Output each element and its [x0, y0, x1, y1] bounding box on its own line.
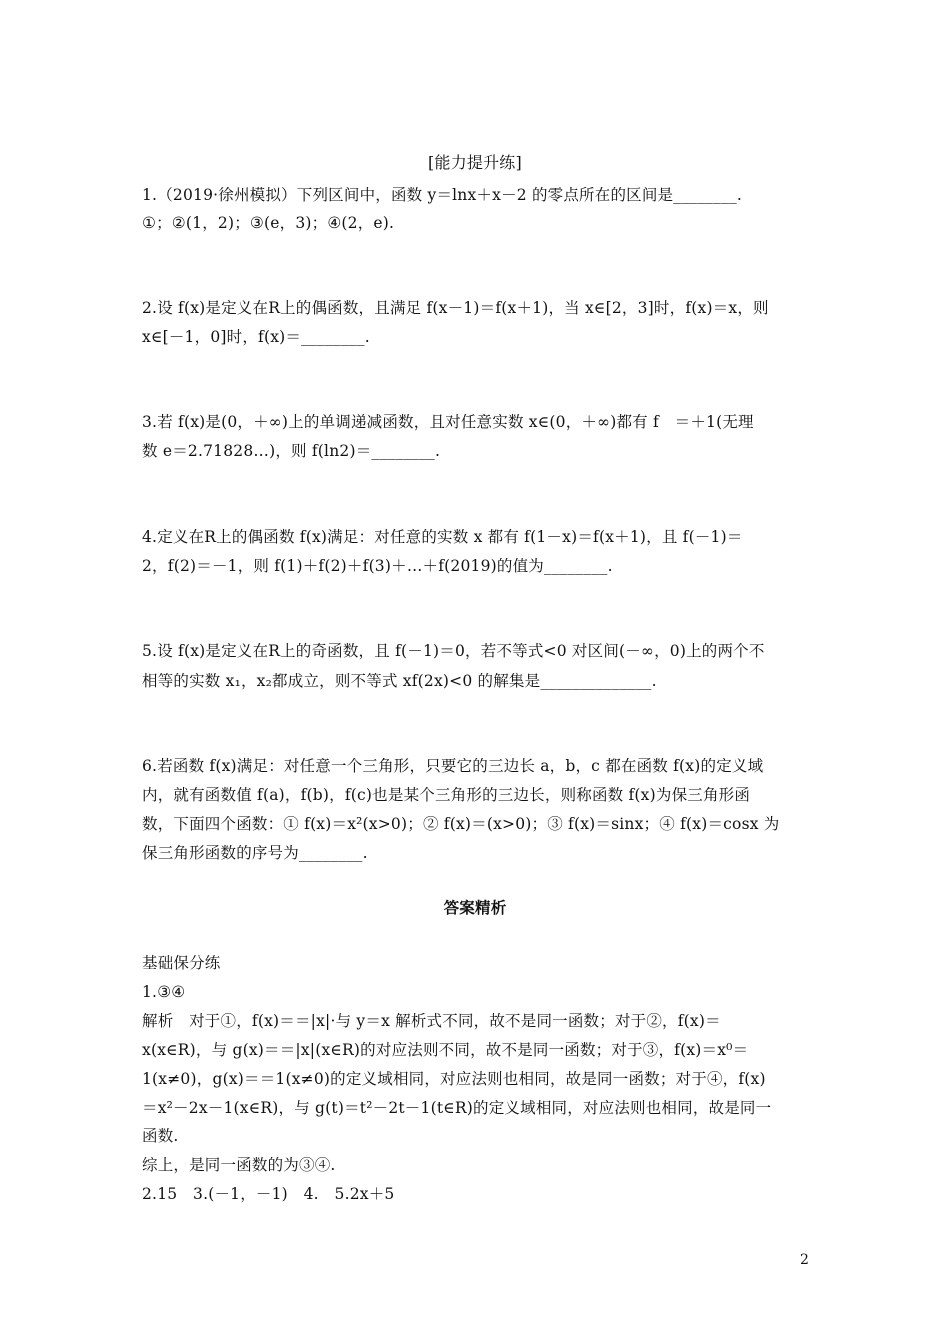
problem-6-line-3: 数，下面四个函数：① f(x)＝x²(x>0)；② f(x)＝(x>0)；③ f(x)＝sinx；④ f(x)＝cosx 为 — [142, 815, 780, 833]
problem-6-line-2: 内，就有函数值 f(a)，f(b)，f(c)也是某个三角形的三边长，则称函数 f(x)为保三角形函 — [142, 786, 751, 804]
answer-1-head: 1.③④ — [142, 983, 186, 1001]
problem-1-line-2: ①；②(1，2)；③(e，3)；④(2，e). — [142, 214, 395, 232]
answer-1-line-4: ＝x²－2x－1(x∈R)，与 g(t)＝t²－2t－1(t∈R)的定义域相同，对应法则也相同，故是同一 — [142, 1099, 772, 1117]
answers-subtitle: 基础保分练 — [142, 954, 221, 972]
answer-1-line-1: 解析 对于①，f(x)＝＝|x|·与 y＝x 解析式不同，故不是同一函数；对于②，f(x)＝ — [142, 1012, 721, 1030]
problem-6-line-1: 6.若函数 f(x)满足：对任意一个三角形，只要它的三边长 a，b，c 都在函数 f(x)的定义域 — [142, 757, 764, 775]
answers-rest: 2.15 3.(－1，－1) 4. 5.2x＋5 — [142, 1185, 395, 1203]
problem-3-line-2: 数 e＝2.71828…)，则 f(ln2)＝________. — [142, 442, 441, 460]
answers-title: 答案精析 — [443, 899, 507, 917]
answer-1-line-2: x(x∈R)，与 g(x)＝＝|x|(x∈R)的对应法则不同，故不是同一函数；对于③，f(x)＝x⁰＝ — [142, 1041, 749, 1059]
problem-4-line-2: 2，f(2)＝－1，则 f(1)＋f(2)＋f(3)＋…＋f(2019)的值为________. — [142, 557, 613, 575]
problem-1-line-1: 1.（2019·徐州模拟）下列区间中，函数 y＝lnx＋x－2 的零点所在的区间是________. — [142, 186, 742, 204]
problem-4-line-1: 4.定义在R上的偶函数 f(x)满足：对任意的实数 x 都有 f(1－x)＝f(x＋1)，且 f(－1)＝ — [142, 528, 743, 546]
answer-1-line-3: 1(x≠0)，g(x)＝＝1(x≠0)的定义域相同，对应法则也相同，故是同一函数；对于④，f(x) — [142, 1070, 766, 1088]
problem-5-line-1: 5.设 f(x)是定义在R上的奇函数，且 f(－1)＝0，若不等式<0 对区间(－∞，0)上的两个不 — [142, 642, 765, 660]
answer-1-line-5: 函数. — [142, 1127, 179, 1145]
answer-1-line-6: 综上，是同一函数的为③④. — [142, 1156, 336, 1174]
problem-2-line-1: 2.设 f(x)是定义在R上的偶函数，且满足 f(x－1)＝f(x＋1)，当 x∈[2，3]时，f(x)＝x，则 — [142, 299, 769, 317]
problem-6-line-4: 保三角形函数的序号为________. — [142, 844, 368, 862]
problem-5-line-2: 相等的实数 x₁，x₂都成立，则不等式 xf(2x)<0 的解集是______________. — [142, 672, 657, 690]
problem-2-line-2: x∈[－1，0]时，f(x)＝________. — [142, 328, 370, 346]
page-number: 2 — [800, 1252, 809, 1268]
section-title: [能力提升练] — [428, 153, 522, 172]
problem-3-line-1: 3.若 f(x)是(0，＋∞)上的单调递减函数，且对任意实数 x∈(0，＋∞)都有 f ＝＋1(无理 — [142, 413, 754, 431]
